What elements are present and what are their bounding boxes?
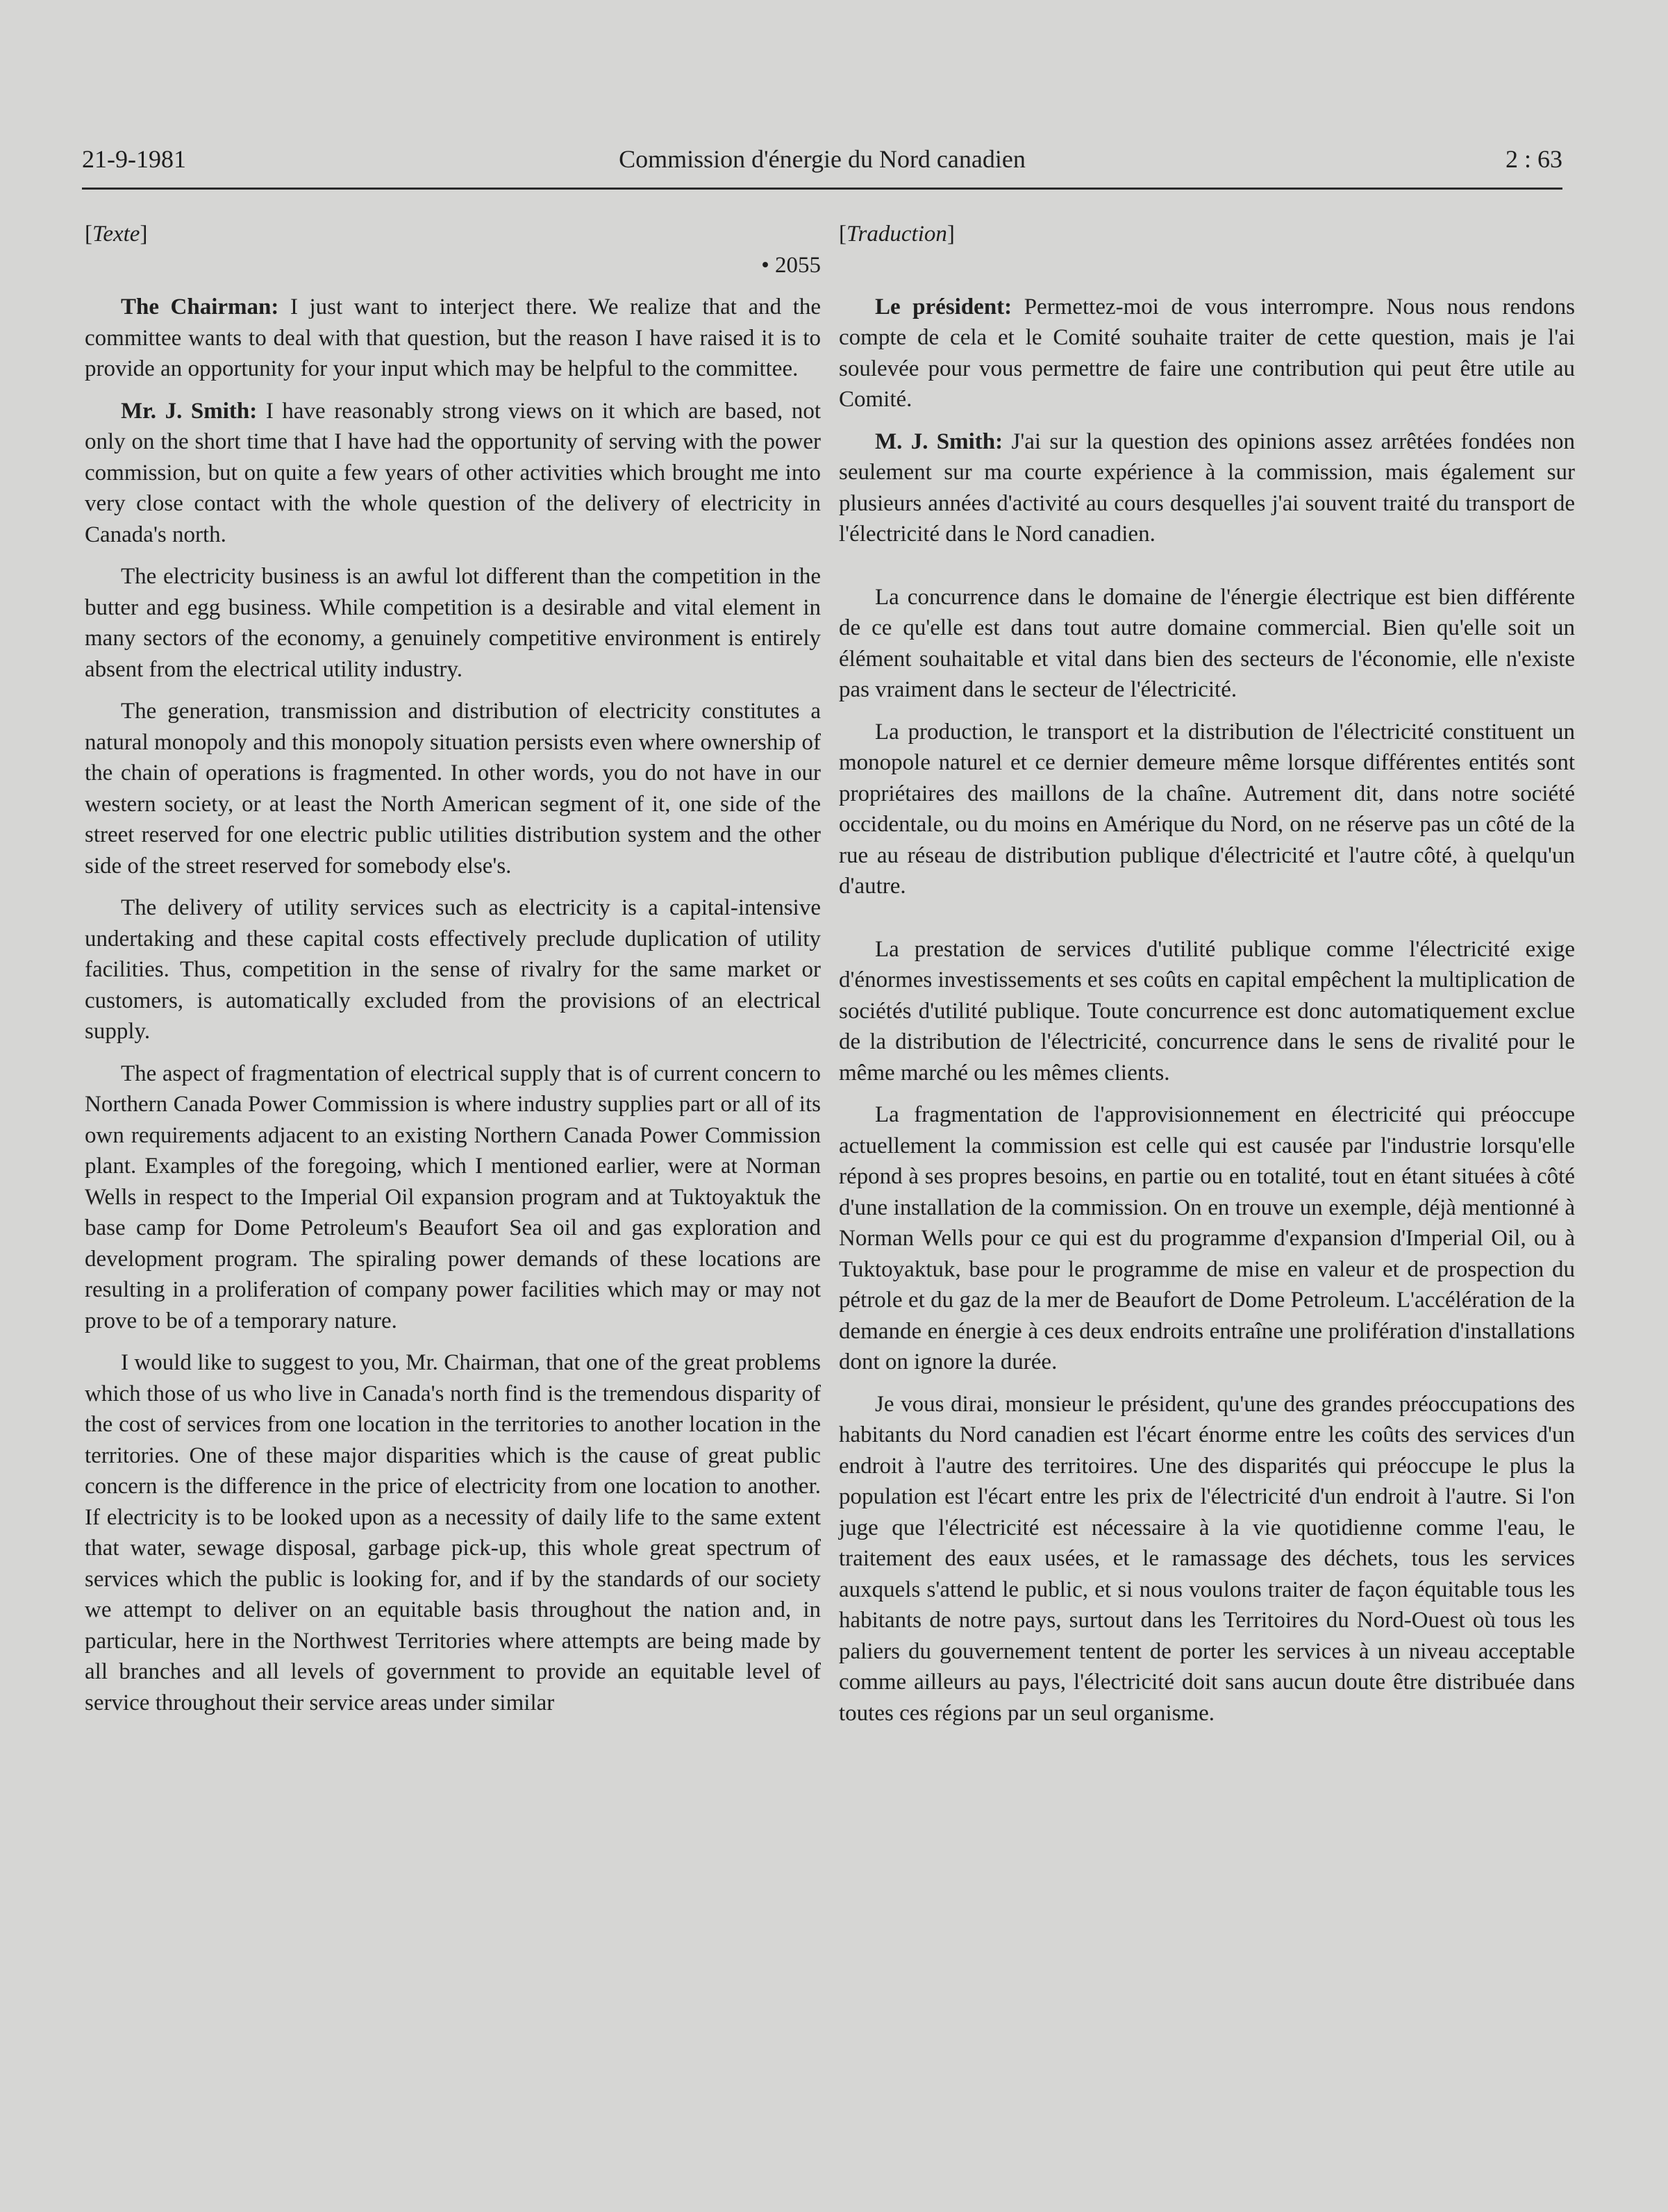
speaker-name: M. J. Smith: (875, 429, 1003, 454)
paragraph-text: J'ai sur la question des opinions assez arrêtées fondées non seulement sur ma courte expérience à la commission, mais également sur plusieurs années d'activité au cours desquelles j'ai souvent traité du transport de l'électricité dans le Nord canadien. (839, 429, 1575, 547)
paragraph (85, 396, 821, 551)
paragraph: The generation, transmission and distribution of electricity constitutes a natural monopoly and this monopoly situation persists even where ownership of the chain of operations is fragmented. In other words, you do not have in our western society, or at least the North American segment of it, one side of the street reserved for one electric public utilities distribution system and the other side of the street reserved for somebody else's. (85, 699, 821, 879)
paragraph-text: Permettez-moi de vous interrompre. Nous nous rendons compte de cela et le Comité souhaite traiter de cette question, mais je l'ai soulevée pour vous permettre de faire une contribution qui peut être utile au Comité. (839, 294, 1576, 412)
paragraph: The aspect of fragmentation of electrical supply that is of current concern to Northern Canada Power Commission is where industry supplies part or all of its own requirements adjacent to an existing Northern Canada Power Commission plant. Examples of the foregoing, which I mentioned earlier, were at Norman Wells in respect to the Imperial Oil expansion program and at Tuktoyaktuk the base camp for Dome Petroleum's Beaufort Sea oil and gas exploration and development program. The spiraling power demands of these locations are resulting in a proliferation of company power facilities which may or may not prove to be of a temporary nature. (85, 1061, 821, 1333)
speaker-name: Le président: (875, 294, 1012, 319)
paragraph: I would like to suggest to you, Mr. Chairman, that one of the great problems which those of us who live in Canada's north find is the tremendous disparity of the cost of services from one location in the territories to another location in the territories. One of these major disparities which is the cause of great public concern is the difference in the price of electricity from one location to another. If electricity is to be looked upon as a necessity of daily life to the same extent that water, sewage disposal, garbage pick-up, this whole great spectrum of services which the public is looking for, and if by the standards of our society we attempt to deliver on an equitable basis throughout the nation and, in particular, here in the Northwest Territories where attempts are being made by all branches and all levels of government to provide an equitable level of service throughout their service areas under similar (85, 1350, 821, 1715)
paragraph: La concurrence dans le domaine de l'énergie électrique est bien différente de ce qu'elle est dans tout autre domaine commercial. Bien qu'elle soit un élément souhaitable et vital dans bien des secteurs de l'économie, elle n'existe pas vraiment dans le secteur de l'électricité. (839, 584, 1575, 702)
speaker-name: The Chairman: (121, 294, 279, 319)
paragraph: Je vous dirai, monsieur le président, qu'une des grandes préoccupations des habitants du Nord canadien est l'écart énorme entre les coûts des services d'un endroit à l'autre des territoires. Une des disparités qui préoccupe le plus la population est l'écart entre les prix de l'électricité d'un endroit à l'autre. Si l'on juge que l'électricité est nécessaire à la vie quotidienne comme l'eau, le traitement des eaux usées, et le ramassage des déchets, tous les services auxquels s'attend le public, et si nous voulons traiter de façon équitable tous les habitants de notre pays, surtout dans les Territoires du Nord-Ouest où tous les paliers du gouvernement tentent de porter les services à un niveau acceptable comme ailleurs au pays, l'électricité doit sans aucun doute être distribuée dans toutes ces régions par un seul organisme. (839, 1391, 1575, 1726)
paragraph (839, 292, 1575, 415)
time-marker: • 2055 (761, 252, 821, 278)
paragraph: The electricity business is an awful lot different than the competition in the butter and egg business. While competition is a desirable and vital element in many sectors of the economy, a genuinely competitive environment is entirely absent from the electrical utility industry. (85, 564, 821, 682)
paragraph (839, 426, 1575, 550)
header-page-number: 2 : 63 (1505, 145, 1562, 173)
paragraph (85, 292, 821, 385)
header-date: 21-9-1981 (82, 145, 186, 173)
speaker-name: Mr. J. Smith: (121, 398, 258, 424)
paragraph: La prestation de services d'utilité publique comme l'électricité exige d'énormes investissements et ses coûts en capital empêchent la multiplication de sociétés d'utilité publique. Toute concurrence est donc automatiquement exclue de la distribution de l'électricité, concurrence dans le sens de rivalité pour le même marché ou les mêmes clients. (839, 936, 1575, 1086)
column-tag-texte: [ Texte ] (85, 219, 821, 250)
column-tag-traduction: [ Traduction ] (839, 219, 1575, 250)
paragraph-text: I have reasonably strong views on it which are based, not only on the short time that I have had the opportunity of serving with the power commission, but on quite a few years of other activities which brought me into very close contact with the whole question of the delivery of electricity in Canada's north. (85, 398, 822, 547)
french-column (839, 219, 1575, 1740)
running-header (82, 139, 1562, 190)
paragraph: The delivery of utility services such as electricity is a capital-intensive undertaking and these capital costs effectively preclude duplication of utility facilities. Thus, competition in the sense of rivalry for the same market or customers, is automatically excluded from the provisions of an electrical supply. (85, 895, 821, 1044)
header-title: Commission d'énergie du Nord canadien (619, 145, 1026, 173)
english-column (85, 219, 821, 1729)
paragraph-text: I just want to interject there. We realize that and the committee wants to deal with that question, but the reason I have raised it is to provide an opportunity for your input which may be helpful to the committee. (85, 294, 822, 381)
paragraph: La fragmentation de l'approvisionnement en électricité qui préoccupe actuellement la commission est celle qui est causée par l'industrie lorsqu'elle répond à ses propres besoins, en partie ou en totalité, tout en étant situées à côté d'une installation de la commission. On en trouve un exemple, déjà mentionné à Norman Wells pour ce qui est du programme d'expansion d'Imperial Oil, ou à Tuktoyaktuk, base pour le programme de mise en valeur et de prospection du pétrole et du gaz de la mer de Beaufort de Dome Petroleum. L'accélération de la demande en énergie à ces deux endroits entraîne une prolifération d'installations dont on ignore la durée. (839, 1102, 1575, 1374)
paragraph: La production, le transport et la distribution de l'électricité constituent un monopole naturel et ce dernier demeure même lorsque différentes entités sont propriétaires des maillons de la chaîne. Autrement dit, dans notre société occidentale, ou du moins en Amérique du Nord, on ne réserve pas un côté de la rue au réseau de distribution publique d'électricité et l'autre côté, à quelqu'un d'autre. (839, 719, 1575, 899)
